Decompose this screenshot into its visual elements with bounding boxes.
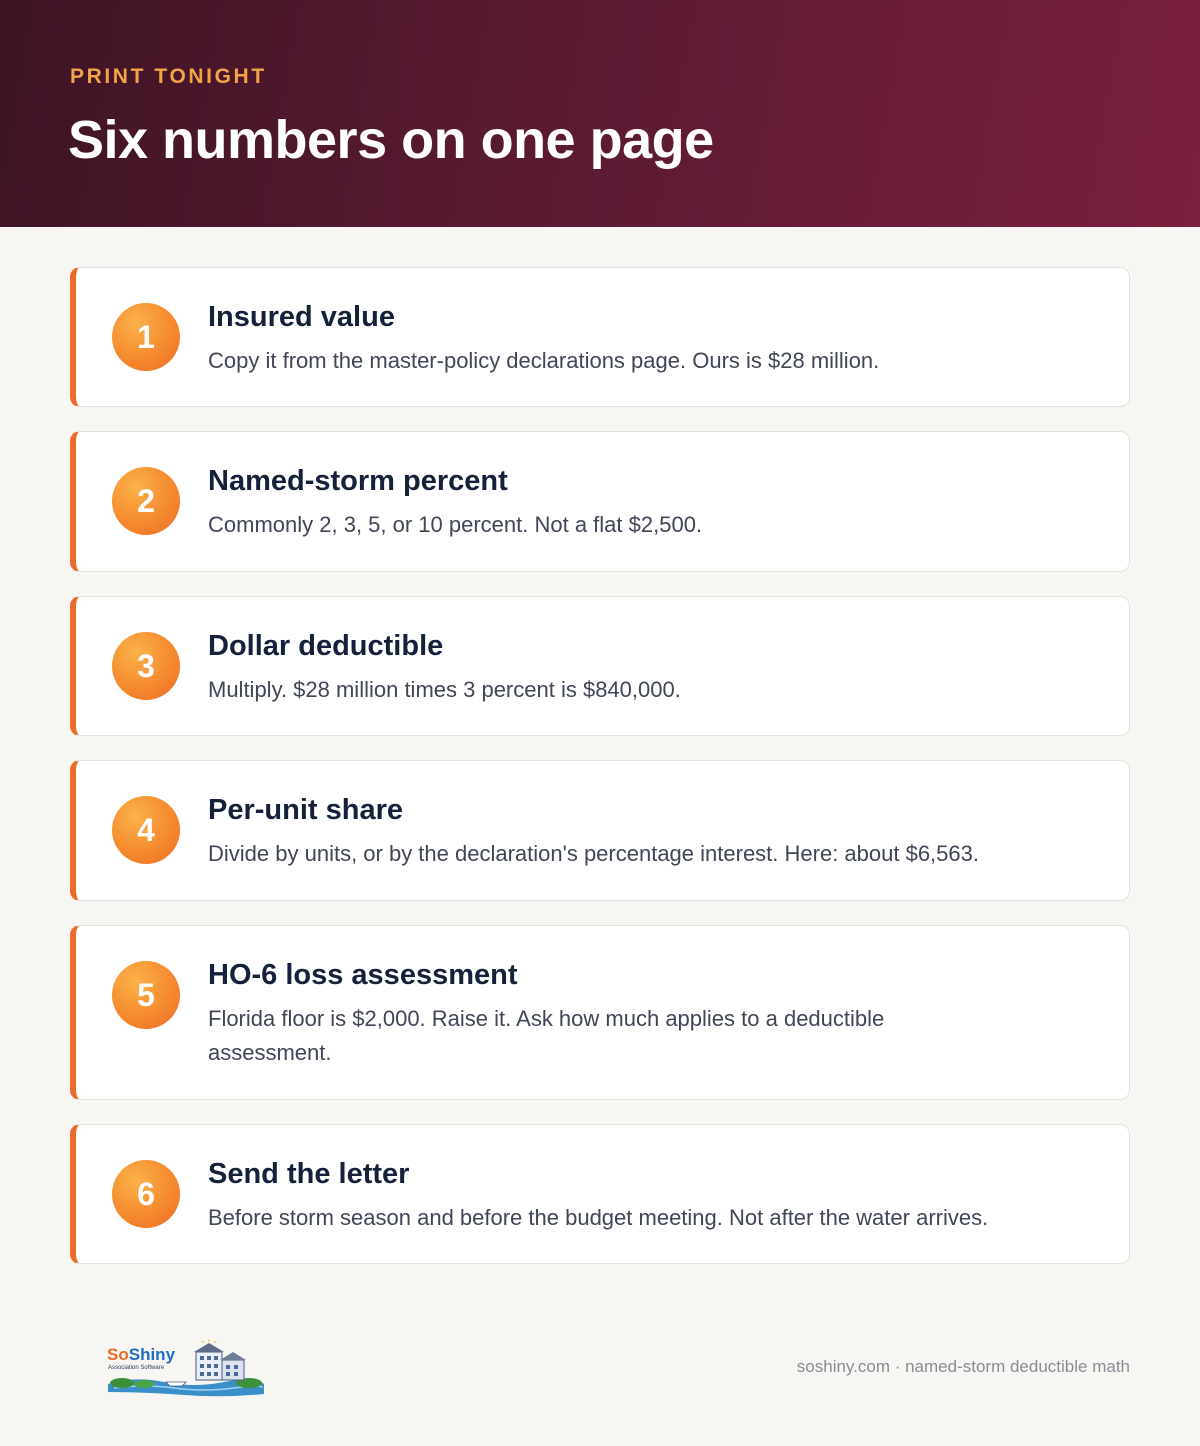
step-description: Commonly 2, 3, 5, or 10 percent. Not a flat $2,500.: [208, 512, 703, 537]
step-card-insured-value: [70, 267, 1130, 407]
step-description: Divide by units, or by the declaration's percentage interest. Here: about $6,563.: [208, 841, 979, 866]
step-title: Send the letter: [208, 1158, 410, 1190]
soshiny-logo: [104, 1338, 266, 1398]
svg-text:SoShiny: [107, 1345, 176, 1364]
step-card-dollar-deductible: [70, 596, 1130, 736]
logo-tagline: Association Software: [108, 1365, 165, 1371]
steps-list: [70, 267, 1130, 1288]
step-number-badge: 4: [112, 796, 180, 864]
step-title: Per-unit share: [208, 794, 403, 826]
step-number-badge: 1: [112, 303, 180, 371]
step-number-badge: 2: [112, 467, 180, 535]
logo-brand-second: Shiny: [128, 1345, 176, 1364]
step-title: Dollar deductible: [208, 630, 444, 662]
step-description: Before storm season and before the budget meeting. Not after the water arrives.: [208, 1205, 989, 1230]
step-title: Insured value: [208, 301, 395, 333]
step-title: HO-6 loss assessment: [208, 959, 518, 991]
footer-caption: soshiny.com · named-storm deductible math: [796, 1357, 1130, 1376]
step-card-send-letter: [70, 1124, 1130, 1264]
step-title: Named-storm percent: [208, 465, 508, 497]
step-description: Copy it from the master-policy declarations page. Ours is $28 million.: [208, 348, 880, 373]
step-description: Multiply. $28 million times 3 percent is $840,000.: [208, 677, 681, 702]
logo-brand-first: So: [107, 1345, 129, 1364]
page-header: [0, 0, 1200, 227]
step-number-badge: 3: [112, 632, 180, 700]
page-title: Six numbers on one page: [68, 110, 714, 170]
eyebrow-label: PRINT TONIGHT: [70, 65, 267, 88]
step-card-ho6-loss-assessment: [70, 925, 1130, 1100]
step-card-named-storm-percent: [70, 431, 1130, 572]
step-description: Florida floor is $2,000. Raise it. Ask how much applies to a deductible assessment.: [208, 1006, 885, 1065]
step-card-per-unit-share: [70, 760, 1130, 901]
step-number-badge: 6: [112, 1160, 180, 1228]
step-number-badge: 5: [112, 961, 180, 1029]
